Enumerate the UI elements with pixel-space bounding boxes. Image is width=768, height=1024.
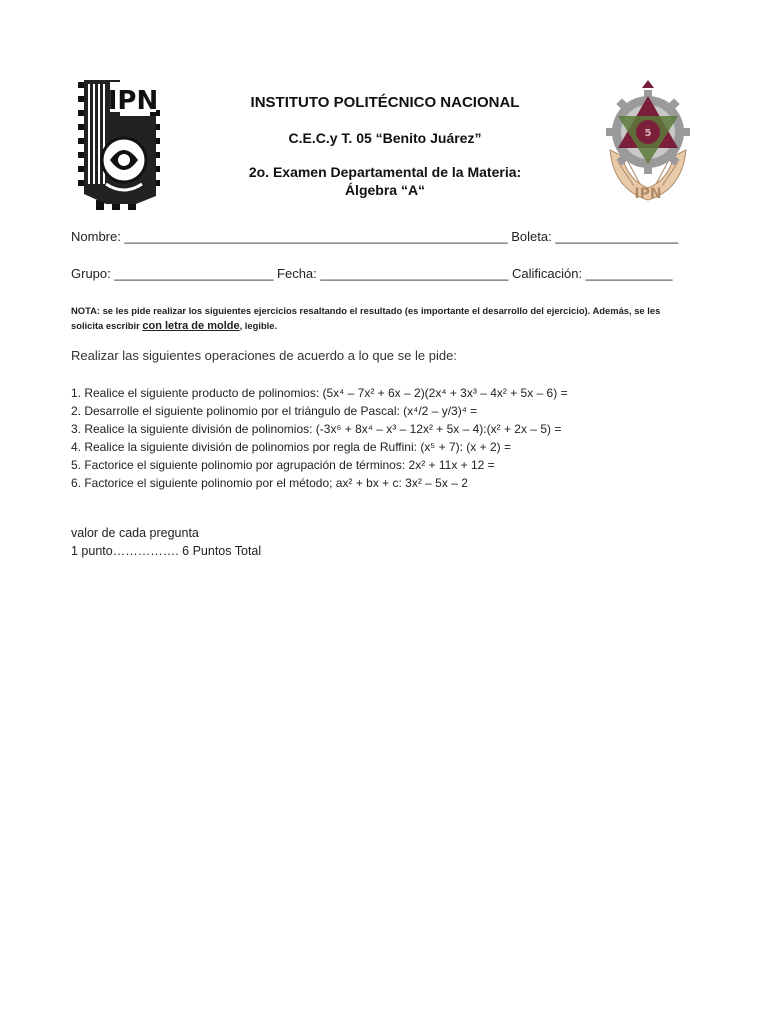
grade-info-row — [71, 266, 695, 281]
grupo-field[interactable]: Grupo: ______________________ — [71, 266, 278, 281]
institution-title: INSTITUTO POLITÉCNICO NACIONAL — [250, 94, 520, 111]
question-item: 6. Factorice el siguiente polinomio por el método; ax² + bx + c: 3x² – 5x – 2 — [71, 476, 468, 490]
scoring-label: valor de cada pregunta — [71, 526, 199, 540]
exam-note — [71, 303, 693, 334]
calificacion-field[interactable]: Calificación: ____________ — [511, 266, 673, 281]
note-text: NOTA: se les pide realizar los siguientes ejercicios resaltando el resultado (es importante el desarrollo del ejercicio). Además, se les solicita escribir — [71, 305, 661, 331]
exam-title-line1: 2o. Examen Departamental de la Materia: — [248, 164, 522, 180]
ipn-logo-text: IPN — [107, 86, 159, 116]
cecyt-crest-icon — [604, 80, 692, 204]
question-item: 5. Factorice el siguiente polinomio por agrupación de términos: 2x² + 11x + 12 = — [71, 458, 495, 472]
question-item: 3. Realice la siguiente división de polinomios: (-3x⁶ + 8x⁴ – x³ – 12x² + 5x – 4):(x² + 2x – 5) = — [71, 422, 562, 436]
question-item: 2. Desarrolle el siguiente polinomio por el triángulo de Pascal: (x⁴/2 – y/3)⁴ = — [71, 404, 478, 418]
question-item: 1. Realice el siguiente producto de polinomios: (5x⁴ – 7x² + 6x – 2)(2x⁴ + 3x³ – 4x² + 5x – 6) = — [71, 386, 568, 400]
scoring-info — [71, 524, 261, 560]
student-info-row — [71, 229, 695, 244]
scoring-total: 1 punto……………. 6 Puntos Total — [71, 544, 262, 558]
note-underlined-text: con letra de molde — [142, 320, 240, 332]
boleta-field[interactable]: Boleta: _________________ — [511, 229, 679, 244]
question-list — [71, 384, 711, 492]
instructions-text: Realizar las siguientes operaciones de acuerdo a lo que se le pide: — [71, 348, 457, 363]
question-item: 4. Realice la siguiente división de polinomios por regla de Ruffini: (x⁵ + 7): (x + 2) = — [71, 440, 511, 454]
cecyt-crest-text: IPN — [634, 186, 662, 202]
school-name: C.E.C.y T. 05 “Benito Juárez” — [288, 130, 482, 146]
ipn-logo-icon — [76, 76, 164, 212]
exam-title-line2: Álgebra “A“ — [344, 182, 426, 198]
fecha-field[interactable]: Fecha: __________________________ — [277, 266, 512, 281]
nombre-field[interactable]: Nombre: _____________________________________________________ — [71, 229, 512, 244]
svg-text:5: 5 — [644, 128, 652, 139]
note-end-text: , legible. — [239, 320, 278, 331]
